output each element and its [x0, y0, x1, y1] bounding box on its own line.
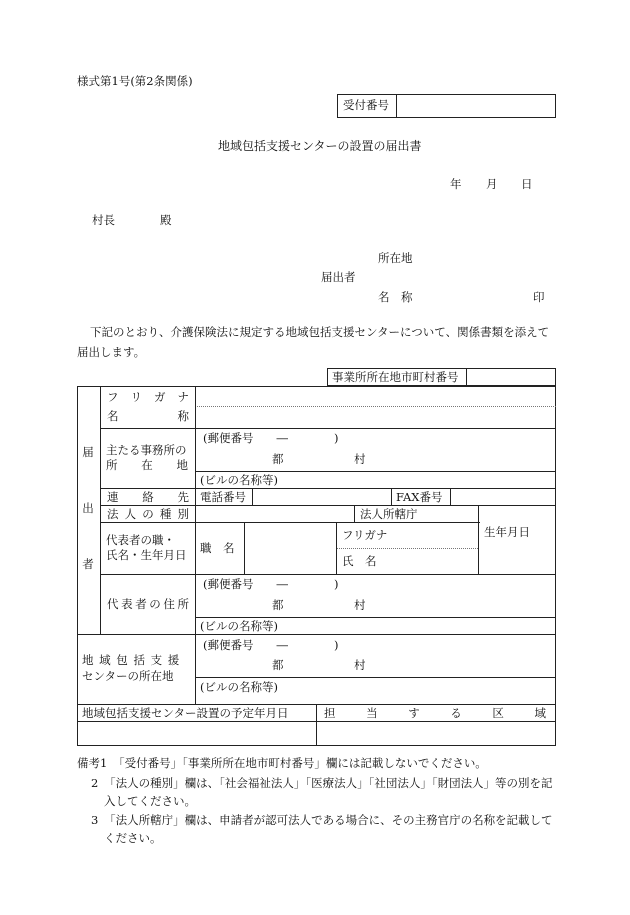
notifier-label: 届出者	[321, 270, 356, 284]
note-2: 2 「法人の種別」欄は、「社会福祉法人」「医療法人」「社団法人」「財団法人」等の別を記入してください。	[91, 776, 553, 808]
center-building: (ビルの名称等)	[200, 680, 278, 694]
note-1: 備考1 「受付番号」「事業所所在地市町村番号」欄には記載しないでください。	[77, 756, 487, 770]
office-building: (ビルの名称等)	[200, 473, 278, 487]
contact-label: 連 絡 先	[107, 490, 189, 504]
rep-address-label: 代 表 者 の 住 所	[107, 597, 189, 611]
phone-label: 電話番号	[200, 490, 246, 504]
date-month: 月	[486, 177, 498, 191]
rep-building: (ビルの名称等)	[200, 619, 278, 633]
center-to: 都	[272, 658, 284, 672]
furigana-label: フ リ ガ ナ	[107, 390, 189, 404]
addressee-honorific: 殿	[160, 213, 172, 227]
rep-village: 村	[354, 598, 366, 612]
intro-text: 下記のとおり、介護保険法に規定する地域包括支援センターについて、関係書類を添えて届出します。	[77, 325, 550, 360]
addressee-name: 村長	[92, 213, 115, 227]
rep-to: 都	[272, 598, 284, 612]
planned-date-label: 地域包括支援センター設置の予定年月日	[82, 706, 289, 720]
document-title: 地域包括支援センターの設置の届出書	[218, 139, 422, 153]
corp-type-label: 法 人 の 種 別	[107, 507, 189, 521]
rep-furigana-label: フリガナ	[342, 528, 388, 542]
area-label: 担 当 す る 区 域	[324, 706, 546, 720]
office-label-line1: 主たる事務所の	[106, 443, 187, 457]
date-day: 日	[521, 177, 533, 191]
fax-label: FAX番号	[396, 490, 443, 504]
office-to: 都	[272, 452, 284, 466]
seal-mark: 印	[533, 290, 545, 304]
center-postal: (郵便番号 ― )	[203, 638, 339, 652]
note-3: 3 「法人所轄庁」欄は、申請者が認可法人である場合に、その主務官庁の名称を記載してください。	[91, 813, 553, 845]
center-village: 村	[354, 658, 366, 672]
name-label: 名 称	[107, 409, 189, 423]
rep-postal: (郵便番号 ― )	[203, 577, 339, 591]
authority-label: 法人所轄庁	[360, 507, 418, 521]
receipt-number-field[interactable]	[400, 98, 552, 116]
rep-name-label: 氏 名	[342, 554, 377, 568]
birthdate-label: 生年月日	[484, 525, 530, 539]
date-year: 年	[450, 177, 462, 191]
municipality-code-label: 事業所所在地市町村番号	[332, 370, 459, 384]
rep-label-line1: 代表者の職・	[106, 533, 175, 547]
position-label: 職 名	[200, 541, 235, 555]
center-label-line1: 地 域 包 括 支 援	[82, 653, 181, 667]
office-village: 村	[354, 452, 366, 466]
center-label-line2: センターの所在地	[82, 669, 174, 683]
form-number: 様式第1号(第2条関係)	[77, 74, 193, 88]
office-label-line2: 所 在 地	[106, 458, 188, 472]
applicant-name-label: 名 称	[378, 290, 413, 304]
notifier-side-label: 届 出 者	[82, 445, 94, 571]
applicant-location-label: 所在地	[378, 251, 413, 265]
receipt-number-label: 受付番号	[343, 98, 389, 112]
office-postal: (郵便番号 ― )	[203, 431, 339, 445]
rep-label-line2: 氏名・生年月日	[106, 548, 187, 562]
